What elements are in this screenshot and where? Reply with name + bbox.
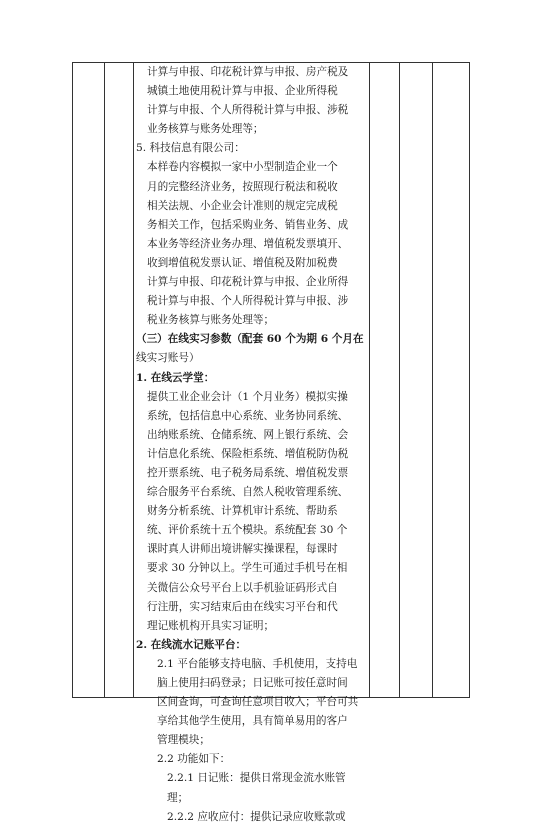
list-item-heading: 1. 在线云学堂：	[136, 371, 215, 384]
text-line: 出纳账系统、仓储系统、网上银行系统、会	[147, 428, 349, 441]
text-line: 本样卷内容模拟一家中小型制造企业一个	[147, 161, 338, 174]
text-line: 计信息化系统、保险柜系统、增值税防伪税	[147, 447, 349, 460]
text-line: 计算与申报、印花税计算与申报、房产税及	[147, 66, 349, 78]
text-line: 业务核算与账务处理等；	[147, 123, 264, 136]
text-line: 课时真人讲师出境讲解实操课程，每课时	[147, 543, 338, 556]
text-line: 脑上使用扫码登录；日记账可按任意时间	[157, 677, 348, 689]
table-column-line-4	[369, 62, 370, 698]
table-column-line-1	[72, 62, 73, 698]
text-line: 计算与申报、印花税计算与申报、企业所得	[147, 276, 349, 289]
text-line: 管理模块；	[157, 734, 210, 747]
text-line: 财务分析系统、计算机审计系统、帮助系	[147, 505, 338, 518]
text-line: 收到增值税发票认证、增值税及附加税费	[147, 256, 338, 269]
section-heading: 线实习账号）	[136, 352, 200, 365]
text-line: 城镇土地使用税计算与申报、企业所得税	[147, 85, 338, 98]
table-column-line-7	[469, 62, 470, 698]
text-line: 统、评价系统十五个模块。系统配套 30 个	[147, 524, 348, 537]
text-line: 税计算与申报、个人所得税计算与申报、涉	[147, 295, 349, 308]
list-item-heading: 2. 在线流水记账平台：	[136, 638, 247, 651]
section-heading: （三）在线实习参数（配套 60 个为期 6 个月在	[136, 333, 364, 346]
text-line: 2.1 平台能够支持电脑、手机使用，支持电	[157, 657, 358, 670]
table-column-line-5	[399, 62, 400, 698]
list-item-heading: 5. 科技信息有限公司：	[136, 142, 245, 155]
table-column-line-3	[133, 62, 134, 698]
text-line: 提供工业企业会计（1 个月业务）模拟实操	[147, 390, 348, 403]
text-line: 2.2.1 日记账：提供日常现金流水账管	[167, 772, 346, 785]
text-line: 系统，包括信息中心系统、业务协同系统、	[147, 409, 349, 422]
text-line: 行注册，实习结束后由在线实习平台和代	[147, 600, 338, 613]
text-line: 区间查询，可查询任意项目收入；平台可共	[157, 696, 359, 709]
text-line: 理记账机构开具实习证明；	[147, 619, 275, 632]
table-column-line-2	[104, 62, 105, 698]
text-line: 要求 30 分钟以上。学生可通过手机号在相	[147, 562, 348, 575]
text-line: 理；	[167, 791, 189, 804]
text-line: 2.2.2 应收应付：提供记录应收账款或	[167, 810, 346, 823]
text-line: 税业务核算与账务处理等；	[147, 314, 275, 327]
table-column-line-6	[432, 62, 433, 698]
text-line: 本业务等经济业务办理、增值税发票填开、	[147, 237, 349, 250]
text-line: 相关法规、小企业会计准则的规定完成税	[147, 199, 338, 212]
text-line: 务相关工作，包括采购业务、销售业务、成	[147, 218, 349, 231]
text-line: 关微信公众号平台上以手机验证码形式自	[147, 581, 338, 594]
text-line: 控开票系统、电子税务局系统、增值税发票	[147, 466, 349, 479]
text-line: 月的完整经济业务，按照现行税法和税收	[147, 180, 338, 193]
text-line: 2.2 功能如下：	[157, 753, 231, 766]
text-line: 享给其他学生使用，具有简单易用的客户	[157, 715, 348, 728]
text-line: 综合服务平台系统、自然人税收管理系统、	[147, 486, 349, 499]
specification-cell	[136, 63, 368, 827]
text-line: 计算与申报、个人所得税计算与申报、涉税	[147, 104, 349, 117]
